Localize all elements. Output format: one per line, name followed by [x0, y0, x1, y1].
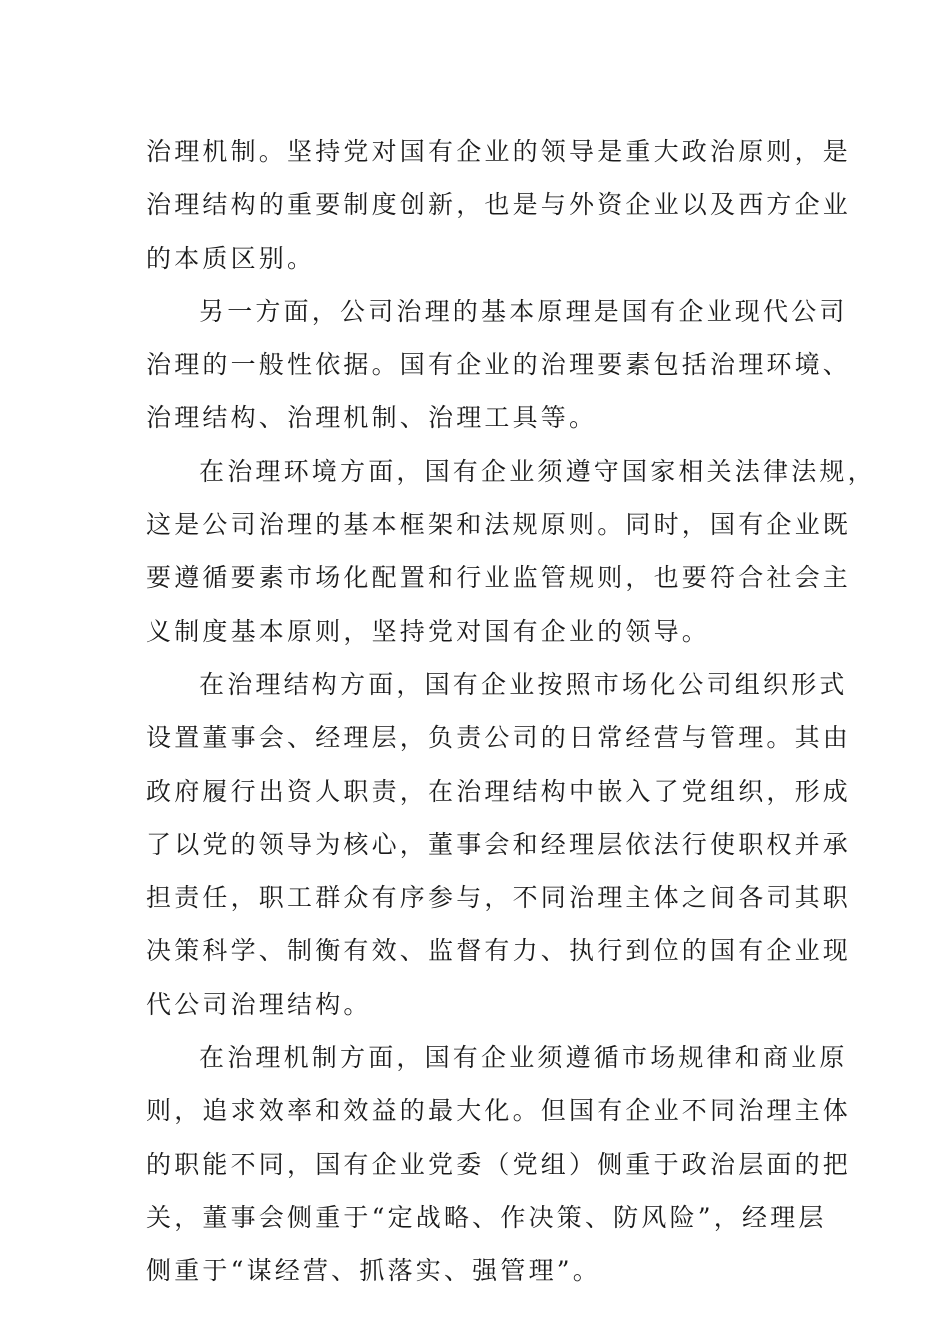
text-line: 设置董事会、经理层，负责公司的日常经营与管理。其由	[146, 723, 852, 753]
text-line: 侧重于“谋经营、抓落实、强管理”。	[146, 1256, 601, 1286]
text-line: 的职能不同，国有企业党委（党组）侧重于政治层面的把	[146, 1149, 852, 1179]
text-line: 的本质区别。	[146, 243, 316, 273]
text-line: 决策科学、制衡有效、监督有力、执行到位的国有企业现	[146, 936, 852, 966]
text-line: 担责任，职工群众有序参与，不同治理主体之间各司其职	[146, 883, 852, 913]
text-line: 治理的一般性依据。国有企业的治理要素包括治理环境、	[146, 350, 852, 380]
paragraph-start-line: 在治理结构方面，国有企业按照市场化公司组织形式	[199, 669, 848, 699]
text-line: 政府履行出资人职责，在治理结构中嵌入了党组织，形成	[146, 776, 852, 806]
paragraph-start-line: 另一方面，公司治理的基本原理是国有企业现代公司	[199, 296, 848, 326]
text-line: 关，董事会侧重于“定战略、作决策、防风险”，经理层	[146, 1202, 827, 1232]
text-line: 治理机制。坚持党对国有企业的领导是重大政治原则，是	[146, 137, 852, 166]
text-line: 了以党的领导为核心，董事会和经理层依法行使职权并承	[146, 829, 852, 859]
text-line: 这是公司治理的基本框架和法规原则。同时，国有企业既	[146, 510, 852, 540]
text-line: 则，追求效率和效益的最大化。但国有企业不同治理主体	[146, 1096, 852, 1126]
text-line: 治理结构、治理机制、治理工具等。	[146, 403, 598, 433]
text-line: 要遵循要素市场化配置和行业监管规则，也要符合社会主	[146, 563, 852, 593]
paragraph-start-line: 在治理环境方面，国有企业须遵守国家相关法律法规，	[199, 456, 876, 486]
text-line: 义制度基本原则，坚持党对国有企业的领导。	[146, 616, 711, 646]
body-text	[146, 125, 876, 1298]
text-line: 治理结构的重要制度创新，也是与外资企业以及西方企业	[146, 190, 852, 220]
paragraph-start-line: 在治理机制方面，国有企业须遵循市场规律和商业原	[199, 1043, 848, 1073]
text-line: 代公司治理结构。	[146, 989, 372, 1019]
